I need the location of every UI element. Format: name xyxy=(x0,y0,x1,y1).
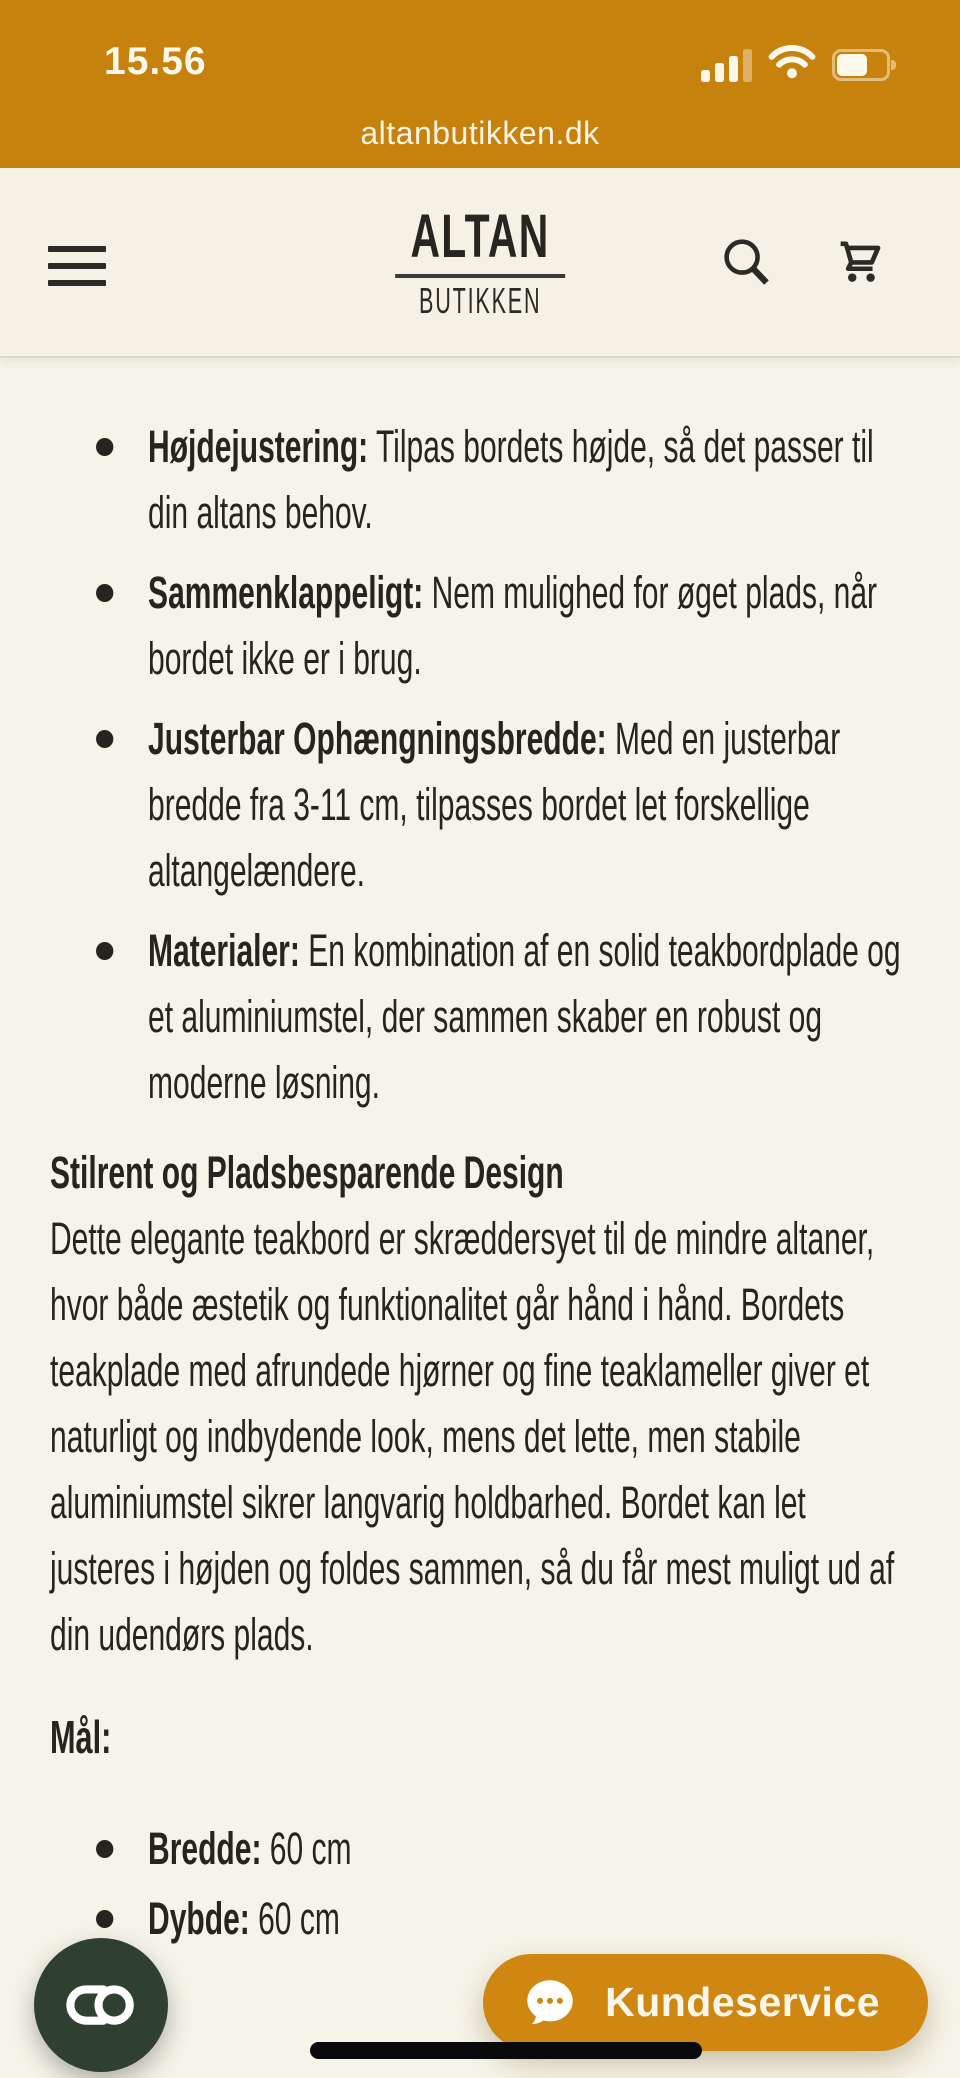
list-item xyxy=(50,1816,910,1882)
cookiebot-icon xyxy=(61,1980,141,2030)
dimension-label: Bredde: xyxy=(148,1823,262,1874)
feature-label: Materialer: xyxy=(148,925,300,976)
chat-button-label: Kundeservice xyxy=(605,1979,880,2025)
feature-label: Højdejustering: xyxy=(148,421,369,472)
home-indicator[interactable] xyxy=(310,2042,702,2059)
customer-service-chat-button[interactable] xyxy=(483,1954,928,2051)
logo-top-text: ALTAN xyxy=(410,202,550,270)
menu-icon[interactable] xyxy=(48,246,106,286)
list-item xyxy=(50,1886,910,1952)
list-item xyxy=(50,918,910,1116)
feature-text: Med en justerbar bredde fra 3-11 cm, tilpasses bordet let forskellige altangelændere. xyxy=(148,713,841,896)
chat-bubble-icon xyxy=(521,1974,579,2032)
battery-icon xyxy=(832,49,898,81)
feature-label: Sammenklappeligt: xyxy=(148,567,424,618)
dimension-text: 60 cm xyxy=(249,1893,340,1944)
logo-divider-line xyxy=(395,274,565,278)
dimensions-heading: Mål: xyxy=(50,1711,112,1763)
section-heading: Stilrent og Pladsbesparende Design xyxy=(50,1147,564,1198)
wifi-icon xyxy=(768,44,816,85)
list-item xyxy=(50,560,910,692)
logo-bottom-text: BUTIKKEN xyxy=(418,280,542,321)
cellular-signal-icon xyxy=(701,48,752,82)
dimension-label: Dybde: xyxy=(148,1893,250,1944)
cart-icon[interactable] xyxy=(830,232,888,290)
feature-label: Justerbar Ophængningsbredde: xyxy=(148,713,607,764)
app-header xyxy=(0,168,960,358)
url-bar[interactable]: altanbutikken.dk xyxy=(360,115,600,151)
status-time: 15.56 xyxy=(104,40,207,83)
list-item xyxy=(50,414,910,546)
description-paragraph: Dette elegante teakbord er skræddersyet til de mindre altaner, hvor både æstetik og funktionalitet går hånd i hånd. Bordets teakplade med afrundede hjørner og fine teaklameller giver et naturligt og indbydende look, mens det lette, men stabile aluminiumstel sikrer langvarig holdbarhed. Bordet kan let justeres i højden og foldes sammen, så du får mest muligt ud af din udendørs plads. xyxy=(50,1213,895,1660)
list-item xyxy=(50,706,910,904)
feature-text: En kombination af en solid teakbordplade og et aluminiumstel, der sammen skaber en robust og moderne løsning. xyxy=(148,925,901,1108)
site-logo[interactable] xyxy=(376,202,584,321)
dimensions-list xyxy=(50,1816,910,1952)
feature-text: Tilpas bordets højde, så det passer til din altans behov. xyxy=(148,421,874,538)
feature-text: Nem mulighed for øget plads, når bordet ikke er i brug. xyxy=(148,567,878,684)
dimension-text: 60 cm xyxy=(261,1823,352,1874)
feature-list xyxy=(50,414,910,1116)
product-description xyxy=(50,358,910,1956)
cookie-consent-button[interactable] xyxy=(34,1938,168,2072)
status-icons xyxy=(701,44,898,85)
search-icon[interactable] xyxy=(716,232,774,290)
status-bar xyxy=(0,0,960,168)
